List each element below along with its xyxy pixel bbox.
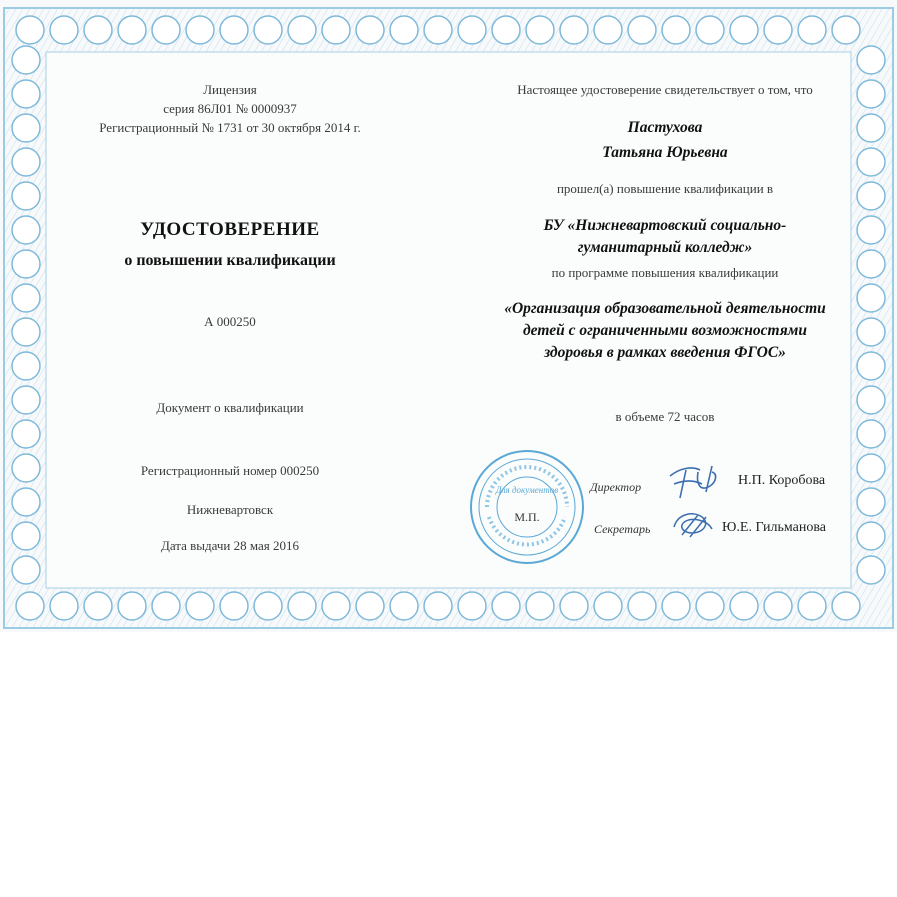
border-scallop xyxy=(288,16,316,44)
border-scallop xyxy=(492,592,520,620)
document-type: Документ о квалификации xyxy=(156,400,304,415)
border-scallop xyxy=(16,592,44,620)
border-scallop xyxy=(662,16,690,44)
border-scallop xyxy=(857,488,885,516)
border-scallop xyxy=(12,454,40,482)
border-scallop xyxy=(356,16,384,44)
document-subtitle: о повышении квалификации xyxy=(124,252,336,269)
program-line-2: детей с ограниченными возможностями xyxy=(522,322,807,339)
border-scallop xyxy=(857,216,885,244)
border-scallop xyxy=(857,352,885,380)
director-name: Н.П. Коробова xyxy=(738,473,826,488)
border-scallop xyxy=(424,592,452,620)
border-scallop xyxy=(50,592,78,620)
border-scallop xyxy=(832,592,860,620)
border-scallop xyxy=(857,556,885,584)
border-scallop xyxy=(220,16,248,44)
border-scallop xyxy=(12,46,40,74)
border-scallop xyxy=(594,592,622,620)
border-scallop xyxy=(12,216,40,244)
border-scallop xyxy=(857,80,885,108)
border-scallop xyxy=(857,148,885,176)
border-scallop xyxy=(730,592,758,620)
border-scallop xyxy=(84,592,112,620)
program-line-3: здоровья в рамках введения ФГОС» xyxy=(544,344,786,361)
border-scallop xyxy=(857,250,885,278)
border-scallop xyxy=(12,386,40,414)
border-scallop xyxy=(857,420,885,448)
recipient-surname: Пастухова xyxy=(627,119,703,136)
border-scallop xyxy=(390,16,418,44)
recipient-given-names: Татьяна Юрьевна xyxy=(602,144,728,161)
border-scallop xyxy=(16,16,44,44)
border-scallop xyxy=(662,592,690,620)
border-scallop xyxy=(526,16,554,44)
border-scallop xyxy=(186,16,214,44)
border-scallop xyxy=(390,592,418,620)
border-scallop xyxy=(857,182,885,210)
border-scallop xyxy=(458,592,486,620)
border-scallop xyxy=(857,114,885,142)
border-scallop xyxy=(50,16,78,44)
stamp-text: Для документов xyxy=(495,485,559,495)
border-scallop xyxy=(696,592,724,620)
border-scallop xyxy=(424,16,452,44)
border-scallop xyxy=(764,592,792,620)
border-scallop xyxy=(84,16,112,44)
intro-text: Настоящее удостоверение свидетельствует о том, что xyxy=(517,82,813,97)
border-scallop xyxy=(12,556,40,584)
border-scallop xyxy=(12,148,40,176)
border-scallop xyxy=(12,182,40,210)
border-scallop xyxy=(12,318,40,346)
border-scallop xyxy=(118,592,146,620)
border-scallop xyxy=(152,592,180,620)
border-scallop xyxy=(857,386,885,414)
border-scallop xyxy=(12,80,40,108)
border-scallop xyxy=(857,522,885,550)
border-scallop xyxy=(492,16,520,44)
border-scallop xyxy=(356,592,384,620)
border-scallop xyxy=(322,592,350,620)
document-number: А 000250 xyxy=(204,314,256,329)
completed-text: прошел(а) повышение квалификации в xyxy=(556,181,774,196)
document-title: УДОСТОВЕРЕНИЕ xyxy=(140,219,320,240)
border-scallop xyxy=(730,16,758,44)
border-scallop xyxy=(12,352,40,380)
border-scallop xyxy=(857,46,885,74)
city: Нижневартовск xyxy=(186,502,274,517)
border-scallop xyxy=(12,420,40,448)
secretary-role: Секретарь xyxy=(594,522,651,536)
border-scallop xyxy=(857,284,885,312)
border-scallop xyxy=(220,592,248,620)
border-scallop xyxy=(798,592,826,620)
border-scallop xyxy=(832,16,860,44)
license-registration: Регистрационный № 1731 от 30 октября 2014 г. xyxy=(99,120,361,135)
border-scallop xyxy=(628,16,656,44)
border-scallop xyxy=(857,454,885,482)
program-line-1: «Организация образовательной деятельности xyxy=(504,300,826,317)
border-scallop xyxy=(254,592,282,620)
border-scallop xyxy=(12,250,40,278)
secretary-signature xyxy=(668,507,716,543)
issue-date: Дата выдачи 28 мая 2016 xyxy=(160,538,300,553)
border-scallop xyxy=(696,16,724,44)
border-scallop xyxy=(560,592,588,620)
border-scallop xyxy=(560,16,588,44)
border-scallop xyxy=(764,16,792,44)
border-scallop xyxy=(594,16,622,44)
border-scallop xyxy=(458,16,486,44)
border-scallop xyxy=(12,114,40,142)
hours-volume: в объеме 72 часов xyxy=(615,409,715,424)
border-scallop xyxy=(798,16,826,44)
registration-number: Регистрационный номер 000250 xyxy=(140,463,320,478)
border-scallop xyxy=(254,16,282,44)
border-scallop xyxy=(186,592,214,620)
director-signature xyxy=(666,462,726,504)
border-scallop xyxy=(12,522,40,550)
license-label: Лицензия xyxy=(203,82,257,97)
border-scallop xyxy=(322,16,350,44)
border-scallop xyxy=(12,284,40,312)
stamp-mp: М.П. xyxy=(514,510,540,524)
program-intro: по программе повышения квалификации xyxy=(551,265,779,280)
border-scallop xyxy=(628,592,656,620)
round-stamp xyxy=(467,447,587,567)
border-scallop xyxy=(152,16,180,44)
institution-line-2: гуманитарный колледж» xyxy=(577,239,753,256)
secretary-name: Ю.Е. Гильманова xyxy=(722,520,826,535)
license-series: серия 86Л01 № 0000937 xyxy=(163,101,297,116)
border-scallop xyxy=(118,16,146,44)
border-scallop xyxy=(526,592,554,620)
border-scallop xyxy=(857,318,885,346)
institution-line-1: БУ «Нижневартовский социально- xyxy=(543,217,787,234)
border-scallop xyxy=(12,488,40,516)
border-scallop xyxy=(288,592,316,620)
director-role: Директор xyxy=(590,480,642,494)
